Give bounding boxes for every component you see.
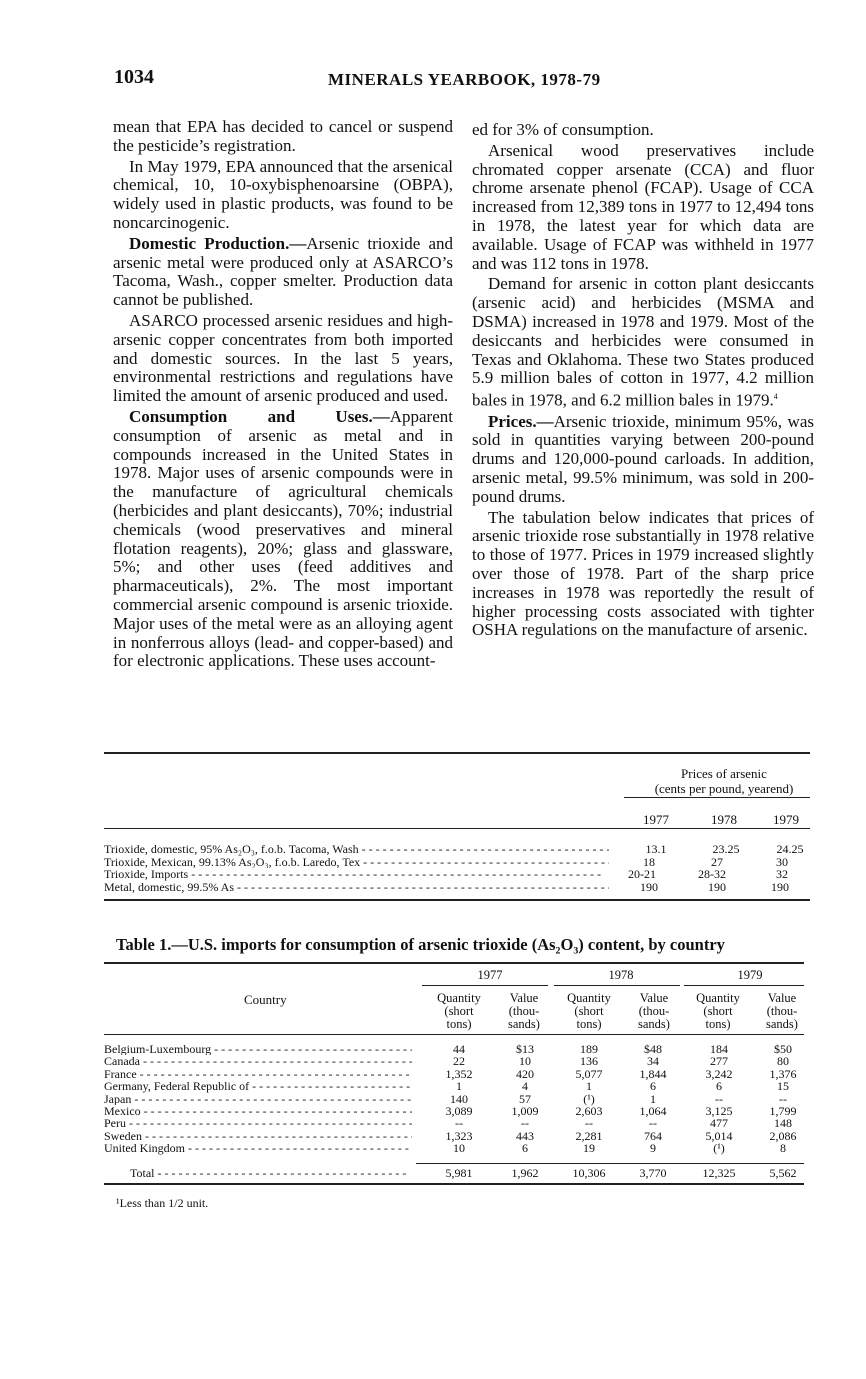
table-cell: 8 (780, 1141, 786, 1156)
table-cell: 19 (583, 1141, 595, 1156)
table-cell: (¹) (583, 1091, 595, 1106)
country-label: Belgium-Luxembourg - - - (104, 1043, 412, 1055)
table-row: Trioxide, domestic, 95% As₂O₃, f.o.b. Tacoma, Wash - - - 13.1 23.25 24.25 (104, 843, 810, 856)
table-cell: 6 (522, 1141, 528, 1156)
total-row: Total - - - 5,981 1,962 10,306 3,770 12,325 5,562 (104, 1163, 804, 1183)
table-cell: $48 (644, 1042, 662, 1056)
page-header (114, 66, 814, 92)
year-header: 1979 (737, 968, 763, 982)
table-cell: -- (779, 1091, 787, 1106)
right-column (472, 121, 814, 640)
year-header: 1978 (711, 812, 737, 827)
table-cell: 1,323 (445, 1128, 473, 1143)
paragraph: ed for 3% of consumption. (472, 120, 654, 139)
year-header: 1977 (477, 968, 503, 982)
table-cell: 3,242 (705, 1066, 733, 1081)
section-heading: Domestic Production.— (129, 233, 307, 253)
table-cell: 1,799 (769, 1103, 797, 1118)
section-heading: Prices.— (488, 411, 554, 431)
table-cell: 3,125 (705, 1103, 733, 1118)
running-title: MINERALS YEARBOOK, 1978-79 (328, 70, 601, 89)
table-cell: 420 (516, 1066, 534, 1081)
quantity-header: Quantity (short tons) (437, 991, 481, 1031)
table-cell: -- (649, 1116, 657, 1131)
country-label: France - - - (104, 1068, 412, 1080)
table-cell: -- (521, 1116, 529, 1131)
value-header: Value (thou- sands) (766, 991, 798, 1031)
table-cell: 189 (580, 1042, 598, 1056)
table-cell: 5,014 (705, 1128, 733, 1143)
table-row (104, 1142, 804, 1154)
table-cell: 443 (516, 1128, 534, 1143)
table-cell: $13 (516, 1042, 534, 1056)
country-label: Japan - - - (104, 1093, 412, 1105)
year-header: 1979 (773, 812, 799, 827)
country-label: Mexico - - - (104, 1105, 412, 1117)
paragraph: The tabulation below indicates that prices of arsenic trioxide rose substantially in 1978 relative to those of 1977. Prices in 1979 increased slightly over those of 1978. Part of the sharp price increases in 1978 was reportedly the result of higher processing costs associated with tighter OSHA regulations on the manufacture of arsenic. (472, 507, 814, 640)
value-header: Value (thou- sands) (508, 991, 540, 1031)
paragraph: In May 1979, EPA announced that the arsenical chemical, 10, 10-oxybisphenoarsine (OBPA), widely used in plastic products, was found to be noncarcinogenic. (113, 156, 453, 232)
year-header: 1977 (643, 812, 669, 827)
table-cell: 10 (453, 1141, 465, 1156)
country-label: United Kingdom - - - (104, 1142, 412, 1154)
table-cell: 4 (522, 1079, 528, 1094)
table-cell: 57 (519, 1091, 531, 1106)
imports-table-body (104, 1035, 804, 1155)
left-column (113, 118, 453, 671)
paragraph: Consumption and Uses.—Apparent consumption of arsenic as metal and in compounds increased in the United States in 1978. Major uses of arsenic compounds were in the manufacture of agricultural chemicals (herbicides and plant desiccants), 70%; industrial chemicals (wood preservatives and mineral flotation reagents), 20%; glass and glassware, 5%; and other uses (feed additives and pharmaceuticals), 2%. The most important commercial arsenic compound is arsenic trioxide. Major uses of the metal were as an alloying agent in nonferrous alloys (lead- and copper-based) and for electronic applications. These uses account- (113, 406, 453, 671)
imports-table (104, 962, 804, 1185)
table-row: Trioxide, Imports - - - 20-21 28-32 32 (104, 868, 810, 881)
value-header: Value (thou- sands) (638, 991, 670, 1031)
table-row (104, 1055, 804, 1067)
table-cell: 2,281 (575, 1128, 603, 1143)
table-cell: 140 (450, 1091, 468, 1106)
table-cell: 1 (650, 1091, 656, 1106)
table-cell: $50 (774, 1042, 792, 1056)
table-row: Trioxide, Mexican, 99.13% As₂O₃, f.o.b. Laredo, Tex - - - 18 27 30 (104, 856, 810, 869)
paragraph: Prices.—Arsenic trioxide, minimum 95%, was sold in quantities varying between 200-pound drums and 120,000-pound carloads. In addition, arsenic metal, 99.5% minimum, was sold in 200-pound drums. (472, 411, 814, 506)
table-cell: 3,089 (445, 1103, 473, 1118)
total-label: Total - - - (130, 1163, 412, 1183)
table-cell: 277 (710, 1054, 728, 1069)
prices-table-title: Prices of arsenic (cents per pound, yearend) (654, 766, 794, 796)
table-row (104, 1117, 804, 1129)
table-cell: 764 (644, 1128, 662, 1143)
table-cell: 184 (710, 1042, 728, 1056)
country-label: Germany, Federal Republic of - - - (104, 1080, 412, 1092)
country-header: Country (244, 992, 287, 1007)
table-cell: 148 (774, 1116, 792, 1131)
paragraph: ASARCO processed arsenic residues and high-arsenic copper concentrates from both imported and domestic sources. In the last 5 years, environmental restrictions and regulations have limited the amount of arsenic produced and used. (113, 310, 453, 406)
table-cell: 2,603 (575, 1103, 603, 1118)
table-row (104, 1080, 804, 1092)
table-cell: 1,844 (639, 1066, 667, 1081)
table-cell: -- (455, 1116, 463, 1131)
table-cell: 15 (777, 1079, 789, 1094)
table1-title: Table 1.—U.S. imports for consumption of arsenic trioxide (As₂O₃) content, by country (116, 935, 725, 954)
table-cell: 6 (650, 1079, 656, 1094)
table-cell: 1,376 (769, 1066, 797, 1081)
table-cell: 1,064 (639, 1103, 667, 1118)
table-cell: 80 (777, 1054, 789, 1069)
prices-table (104, 752, 810, 901)
paragraph: Demand for arsenic in cotton plant desiccants (arsenic acid) and herbicides (MSMA and DSMA) increased in 1978 and 1979. Most of the desiccants and herbicides were consumed in Texas and Oklahoma. These two States produced 5.9 million bales of cotton in 1977, 4.2 million bales in 1978, and 6.2 million bales in 1979.$^4$ (472, 274, 814, 410)
country-label: Peru - - - (104, 1117, 412, 1129)
footnote: ¹Less than 1/2 unit. (116, 1196, 209, 1210)
country-label: Canada - - - (104, 1055, 412, 1067)
table-cell: 1 (586, 1079, 592, 1094)
table-cell: (¹) (713, 1141, 725, 1156)
table-cell: 6 (716, 1079, 722, 1094)
year-header: 1978 (608, 968, 634, 982)
table-cell: 44 (453, 1042, 465, 1056)
paragraph: Domestic Production.—Arsenic trioxide and arsenic metal were produced only at ASARCO’s Tacoma, Wash., copper smelter. Production data cannot be published. (113, 233, 453, 310)
quantity-header: Quantity (short tons) (567, 991, 611, 1031)
table-cell: 5,077 (575, 1066, 603, 1081)
country-label: Sweden - - - (104, 1130, 412, 1142)
table-cell: 2,086 (769, 1128, 797, 1143)
table-row (104, 1105, 804, 1117)
table-cell: 1,009 (511, 1103, 539, 1118)
table-cell: 10 (519, 1054, 531, 1069)
page-number: 1034 (114, 66, 154, 88)
footnote-ref: 4 (773, 392, 778, 402)
paragraph: mean that EPA has decided to cancel or suspend the pesticide’s registration. (113, 117, 453, 155)
section-heading: Consumption and Uses.— (129, 406, 390, 426)
paragraph: Arsenical wood preservatives include chromated copper arsenate (CCA) and fluor chrome arsenate phenol (FCAP). Usage of CCA increased from 12,389 tons in 1977 to 12,494 tons in 1978, the latest year for which data are available. Usage of FCAP was withheld in 1977 and was 112 tons in 1978. (472, 140, 814, 273)
table-cell: 477 (710, 1116, 728, 1131)
prices-table-body (104, 829, 810, 893)
table-row (104, 1068, 804, 1080)
table-cell: 1,352 (445, 1066, 473, 1081)
table-cell: -- (715, 1091, 723, 1106)
table-cell: 22 (453, 1054, 465, 1069)
table-cell: 34 (647, 1054, 659, 1069)
table-cell: -- (585, 1116, 593, 1131)
table-row: Metal, domestic, 99.5% As - - - 190 190 190 (104, 881, 810, 894)
quantity-header: Quantity (short tons) (696, 991, 740, 1031)
table-cell: 136 (580, 1054, 598, 1069)
table-cell: 9 (650, 1141, 656, 1156)
table-cell: 1 (456, 1079, 462, 1094)
